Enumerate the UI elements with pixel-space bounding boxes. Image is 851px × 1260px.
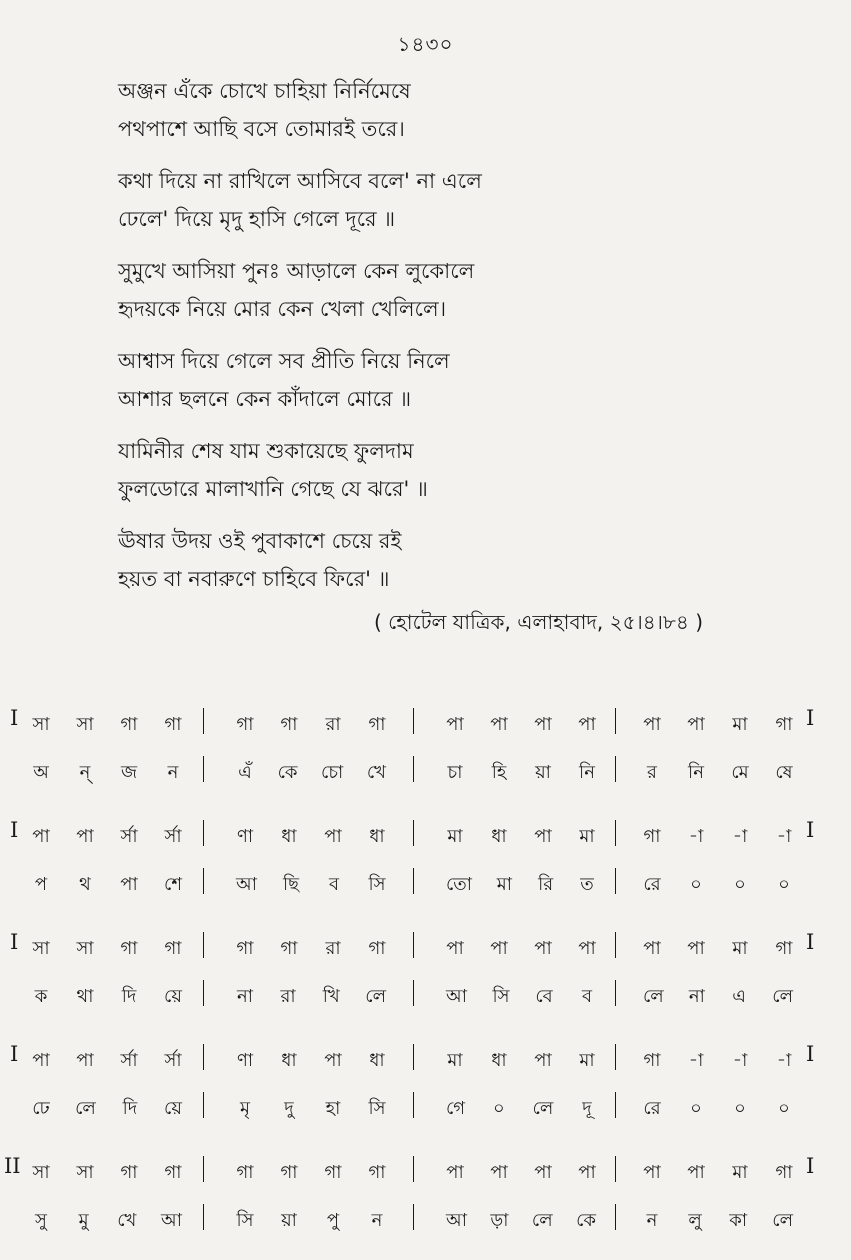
swara-note: ধা [281,826,297,847]
swara-note: ধা [491,1050,507,1071]
lyric-syllable: চা [447,762,463,783]
measure-bar [203,708,204,734]
swara-note: মা [447,826,463,847]
measure-bar [413,980,414,1006]
lyric-syllable: চো [321,762,344,783]
swara-note: পা [324,826,342,847]
measure-bar [615,820,616,846]
lyric-syllable: য়ে [164,986,182,1007]
lyric-line: যামিনীর শেষ যাম শুকায়েছে ফুলদাম [118,439,414,463]
swara-note: গা [368,1162,386,1183]
notation-cell [446,1158,596,1189]
swara-note: -া [776,1050,792,1071]
swara-note: মা [579,1050,595,1071]
swara-note: সা [32,714,50,735]
lyrics-block [118,72,758,612]
swara-note: পা [32,1050,50,1071]
swara-note: গা [324,1162,342,1183]
swara-note: পা [643,714,661,735]
lyric-syllable-row [0,860,851,908]
lyric-syllable: লে [772,1210,793,1231]
swara-note: পা [324,1050,342,1071]
notation-cell [32,1206,182,1237]
stanza [118,342,758,418]
lyric-syllable: ছি [282,874,300,895]
notation-cell [236,934,386,965]
lyric-syllable: ত [580,874,594,895]
start-bar-marker: I [10,1042,19,1066]
notation-cell [446,758,596,789]
swara-note: পা [534,938,552,959]
swara-note: সা [32,938,50,959]
swara-note: গা [368,938,386,959]
lyric-syllable: আ [446,1210,467,1231]
notation-system [0,1148,851,1260]
lyric-syllable: মা [496,874,512,895]
notation-system [0,1036,851,1148]
lyric-syllable: দি [121,986,137,1007]
end-bar-marker: I [806,1042,815,1066]
swara-note: পা [76,826,94,847]
lyric-syllable: অ [33,762,49,783]
lyric-syllable: লে [532,1098,554,1119]
lyric-syllable: মে [731,762,749,783]
measure-bar [413,932,414,958]
lyric-syllable: থ [79,874,91,895]
swara-note: মা [732,1162,748,1183]
lyric-syllable: মৃ [240,1098,250,1119]
swara-note: পা [490,1162,508,1183]
notation-cell [236,1094,386,1125]
lyric-syllable: খি [322,986,340,1007]
notation-cell [643,934,793,965]
notation-cell [236,822,386,853]
swara-note: গা [164,938,182,959]
notation-cell [446,870,596,901]
notation-cell [643,870,793,901]
lyric-line: ফুলডোরে মালাখানি গেছে যে ঝরে' ॥ [118,477,428,501]
lyric-syllable: সি [236,1210,254,1231]
notation-cell [446,710,596,741]
measure-bar [615,980,616,1006]
lyric-syllable: ব [328,874,340,895]
measure-bar [615,1092,616,1118]
lyric-syllable: ০ [734,874,746,895]
lyric-syllable: সি [368,874,386,895]
notation-cell [446,1206,596,1237]
lyric-syllable: ০ [492,1098,505,1119]
notation-cell [446,822,596,853]
lyric-syllable: সি [492,986,510,1007]
page-number: ১৪৩০ [397,32,454,56]
measure-bar [203,820,204,846]
lyric-line: হৃদয়কে নিয়ে মোর কেন খেলা খেলিলে। [118,297,447,321]
notation-cell [32,758,182,789]
lyric-syllable: শে [164,874,182,895]
swara-note: পা [32,826,50,847]
lyric-syllable: এঁ [238,762,252,783]
measure-bar [615,1204,616,1230]
notation-cell [446,934,596,965]
swara-row [0,1036,851,1084]
measure-bar [203,980,204,1006]
lyric-syllable: ন [371,1210,383,1231]
start-bar-marker: I [10,818,19,842]
swara-note: সা [76,1162,94,1183]
lyric-syllable: তো [446,874,473,895]
notation-cell [643,1158,793,1189]
end-bar-marker: I [806,930,815,954]
lyric-syllable: ড়া [490,1210,509,1231]
swara-note: ধা [369,826,385,847]
measure-bar [203,1092,204,1118]
measure-bar [413,868,414,894]
measure-bar [615,756,616,782]
lyric-syllable: হি [491,762,507,783]
measure-bar [413,708,414,734]
swara-row [0,812,851,860]
stanza [118,522,758,598]
swara-note: র্সা [164,1050,182,1071]
lyric-syllable: য়ে [164,1098,182,1119]
notation-cell [32,870,182,901]
start-bar-marker: I [10,706,19,730]
measure-bar [203,1204,204,1230]
lyric-syllable: য়া [281,1210,297,1231]
notation-cell [236,982,386,1013]
lyric-syllable: আ [236,874,257,895]
lyric-syllable: ০ [690,874,702,895]
lyric-syllable: লে [365,986,386,1007]
swara-note: গা [120,938,138,959]
lyric-syllable: না [688,986,705,1007]
measure-bar [413,1044,414,1070]
swara-note: পা [687,1162,705,1183]
lyric-syllable: রি [538,874,554,895]
swara-note: -া [688,826,704,847]
swara-note: রা [325,714,341,735]
swara-note: পা [490,714,508,735]
measure-bar [203,1156,204,1182]
swara-note: গা [775,714,793,735]
lyric-syllable: রা [280,986,296,1007]
lyric-syllable-row [0,1196,851,1244]
swara-note: গা [164,714,182,735]
swara-note: র্সা [120,826,138,847]
end-bar-marker: I [806,706,815,730]
notation-cell [643,758,793,789]
notation-cell [446,1046,596,1077]
swara-note: পা [534,1050,552,1071]
source-attribution: ( হোটেল যাত্রিক, এলাহাবাদ, ২৫।৪।৮৪ ) [374,610,703,634]
measure-bar [615,708,616,734]
lyric-syllable: খে [117,1210,137,1231]
swara-note: গা [164,1162,182,1183]
lyric-syllable: লে [531,1210,553,1231]
swara-note: -া [688,1050,704,1071]
lyric-syllable: ষে [775,762,793,783]
swara-note: পা [534,826,552,847]
measure-bar [413,820,414,846]
notation-cell [32,1046,182,1077]
lyric-line: হয়ত বা নবারুণে চাহিবে ফিরে' ॥ [118,567,390,591]
lyric-syllable: রে [643,874,661,895]
notation-cell [643,982,793,1013]
notation-cell [236,1206,386,1237]
swara-note: গা [236,714,254,735]
lyric-syllable: আ [446,986,467,1007]
swara-note: -া [776,826,792,847]
swara-note: মা [732,714,748,735]
swara-note: পা [687,938,705,959]
swara-note: পা [446,714,464,735]
lyric-line: সুমুখে আসিয়া পুনঃ আড়ালে কেন লুকোলে [118,259,475,283]
swara-note: গা [643,826,661,847]
stanza [118,432,758,508]
swara-note: রা [325,938,341,959]
start-bar-marker: I [10,930,19,954]
swara-note: -া [732,1050,748,1071]
swara-note: পা [446,938,464,959]
swara-note: সা [76,714,94,735]
lyric-syllable: দি [122,1098,138,1119]
stanza [118,72,758,148]
swara-note: ধা [491,826,507,847]
lyric-syllable: ০ [734,1098,746,1119]
swara-note: গা [236,938,254,959]
notation-cell [643,1094,793,1125]
lyric-syllable: লে [643,986,664,1007]
measure-bar [615,1044,616,1070]
notation-system [0,700,851,812]
notation-system [0,924,851,1036]
swara-note: গা [280,1162,298,1183]
lyric-syllable: খে [366,762,386,783]
swara-note: পা [76,1050,94,1071]
notation-cell [643,1046,793,1077]
measure-bar [413,756,414,782]
swara-note: র্সা [164,826,182,847]
swara-note: পা [534,714,552,735]
swara-note: গা [280,938,298,959]
lyric-syllable: ঢে [32,1098,50,1119]
stanza [118,162,758,238]
measure-bar [615,1156,616,1182]
lyric-syllable: য়া [535,762,551,783]
notation-cell [236,758,386,789]
lyric-syllable: না [237,986,253,1007]
lyric-syllable: পা [120,874,138,895]
notation-cell [446,982,596,1013]
lyric-line: পথপাশে আছি বসে তোমারই তরে। [118,117,405,141]
notation-cell [446,1094,596,1125]
swara-note: ধা [369,1050,385,1071]
swara-note: পা [643,1162,661,1183]
lyric-syllable: ন [646,1210,658,1231]
measure-bar [615,868,616,894]
lyric-syllable: রে [643,1098,661,1119]
lyric-syllable: হা [325,1098,341,1119]
lyric-line: ঢেলে' দিয়ে মৃদু হাসি গেলে দূরে ॥ [118,207,396,231]
end-bar-marker: I [806,818,815,842]
swara-note: গা [775,1162,793,1183]
swara-note: মা [732,938,748,959]
notation-cell [643,1206,793,1237]
lyric-syllable: কে [576,1210,596,1231]
swara-note: র্সা [120,1050,138,1071]
lyric-syllable: দু [284,1098,294,1119]
notation-cell [236,1046,386,1077]
swara-note: পা [578,938,596,959]
swara-note: মা [579,826,595,847]
swara-note: ধা [281,1050,297,1071]
lyric-syllable: সি [368,1098,386,1119]
swara-note: ণা [236,1050,254,1071]
lyric-syllable: ন [167,762,179,783]
swara-note: গা [120,1162,138,1183]
stanza [118,252,758,328]
lyric-syllable: জ [120,762,138,783]
measure-bar [413,1156,414,1182]
lyric-syllable-row [0,748,851,796]
lyric-syllable-row [0,1084,851,1132]
swara-note: গা [775,938,793,959]
measure-bar [203,868,204,894]
notation-cell [32,934,182,965]
notation-cell [32,1094,182,1125]
swara-note: পা [687,714,705,735]
lyric-syllable: দূ [582,1098,592,1119]
lyric-syllable: সু [35,1210,47,1231]
notation-system [0,812,851,924]
notation-cell [32,710,182,741]
lyric-syllable: কে [277,762,298,783]
swara-row [0,700,851,748]
measure-bar [413,1092,414,1118]
swara-note: গা [120,714,138,735]
notation-cell [643,822,793,853]
lyric-line: কথা দিয়ে না রাখিলে আসিবে বলে' না এলে [118,169,482,193]
swara-note: ণা [236,826,254,847]
swara-note: গা [643,1050,661,1071]
lyric-line: আশ্বাস দিয়ে গেলে সব প্রীতি নিয়ে নিলে [118,349,450,373]
lyric-syllable: থা [76,986,94,1007]
swara-note: মা [447,1050,463,1071]
lyric-syllable: ন্ [79,762,91,783]
start-bar-marker: II [4,1154,21,1178]
lyric-syllable: ক [34,986,48,1007]
measure-bar [203,932,204,958]
lyric-syllable: র [647,762,657,783]
lyric-syllable: পু [326,1210,340,1231]
notation-cell [236,1158,386,1189]
lyric-syllable-row [0,972,851,1020]
swara-note: সা [32,1162,50,1183]
notation-cell [32,1158,182,1189]
lyric-syllable: লে [772,986,793,1007]
lyric-syllable: লে [75,1098,96,1119]
notation-cell [32,822,182,853]
lyric-syllable: কা [729,1210,748,1231]
end-bar-marker: I [806,1154,815,1178]
swara-note: গা [368,714,386,735]
swara-note: পা [534,1162,552,1183]
lyric-line: আশার ছলনে কেন কাঁদালে মোরে ॥ [118,387,412,411]
swara-note: গা [280,714,298,735]
measure-bar [203,756,204,782]
swara-note: গা [236,1162,254,1183]
swara-note: পা [446,1162,464,1183]
notation-cell [236,710,386,741]
notation-cell [643,710,793,741]
lyric-syllable: ০ [778,874,790,895]
lyric-syllable: ০ [778,1098,790,1119]
swara-row [0,1148,851,1196]
swara-note: পা [643,938,661,959]
measure-bar [615,932,616,958]
lyric-line: অঞ্জন এঁকে চোখে চাহিয়া নির্নিমেষে [118,79,411,103]
swara-note: পা [490,938,508,959]
swara-row [0,924,851,972]
notation-block [0,700,851,1260]
lyric-syllable: গে [446,1098,466,1119]
lyric-syllable: ব [581,986,593,1007]
lyric-syllable: ০ [690,1098,702,1119]
swara-note: সা [76,938,94,959]
swara-note: পা [578,714,596,735]
lyric-syllable: নি [688,762,704,783]
lyric-syllable: প [34,874,48,895]
swara-note: পা [578,1162,596,1183]
lyric-syllable: নি [579,762,595,783]
measure-bar [413,1204,414,1230]
lyric-syllable: আ [161,1210,182,1231]
notation-cell [32,982,182,1013]
lyric-syllable: বে [535,986,553,1007]
lyric-line: ঊষার উদয় ওই পুবাকাশে চেয়ে রই [118,529,402,553]
measure-bar [203,1044,204,1070]
lyric-syllable: লু [688,1210,702,1231]
swara-note: -া [732,826,748,847]
lyric-syllable: এ [732,986,746,1007]
notation-cell [236,870,386,901]
lyric-syllable: মু [78,1210,89,1231]
